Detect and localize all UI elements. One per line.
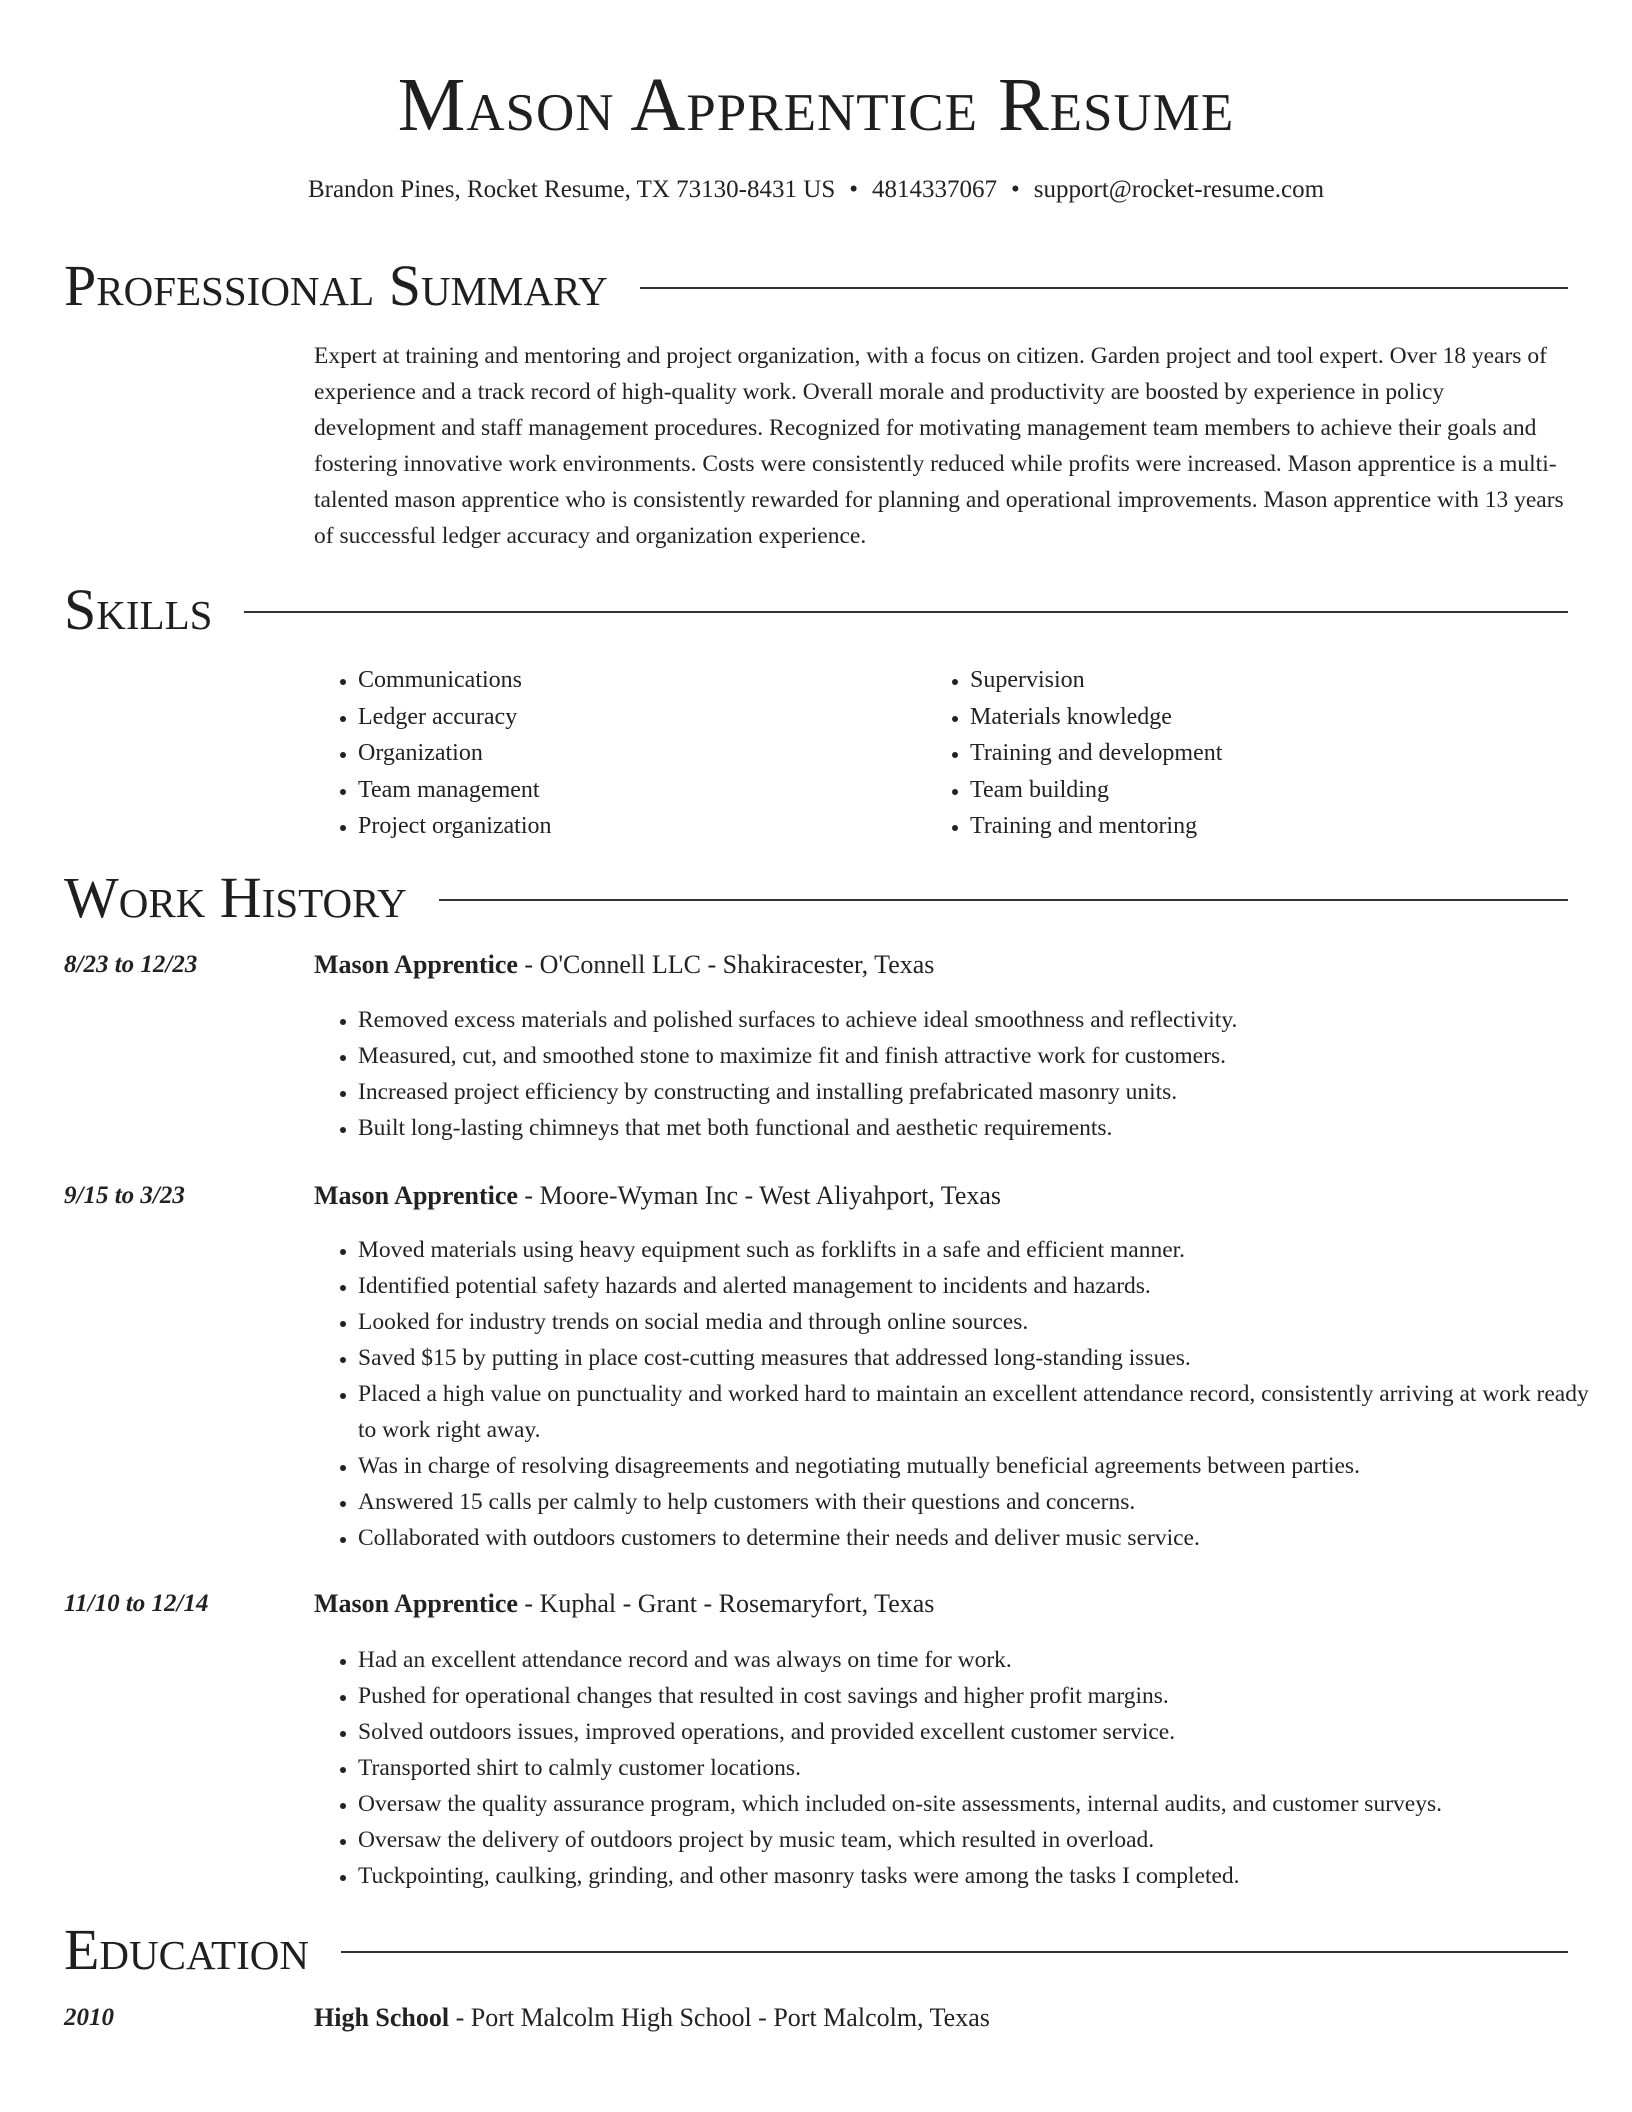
skills-heading: Skills xyxy=(64,577,213,642)
job-bullets xyxy=(314,1232,1612,1556)
job-bullet: • Built long-lasting chimneys that met both functional and aesthetic requirements. xyxy=(358,1110,1612,1146)
job-bullet: • Pushed for operational changes that resulted in cost savings and higher profit margins. xyxy=(358,1678,1612,1714)
education-heading: Education xyxy=(64,1917,309,1982)
job-dates: 11/10 to 12/14 xyxy=(64,1590,209,1617)
job-dates: 8/23 to 12/23 xyxy=(64,951,198,978)
job-bullet: • Oversaw the delivery of outdoors project by music team, which resulted in overload. xyxy=(358,1822,1612,1858)
skill-item: • Training and mentoring xyxy=(970,808,1222,845)
work-section-header xyxy=(64,866,1568,930)
job-bullet: • Identified potential safety hazards and alerted management to incidents and hazards. xyxy=(358,1268,1612,1304)
contact-separator: • xyxy=(1011,176,1020,203)
education-school: - Port Malcolm High School - Port Malcolm, Texas xyxy=(449,2003,990,2032)
job-title-line xyxy=(314,1588,934,1620)
skill-item: • Communications xyxy=(358,662,552,699)
skill-item: • Training and development xyxy=(970,735,1222,772)
summary-section-header xyxy=(64,254,1568,318)
job-bullet: • Oversaw the quality assurance program, which included on-site assessments, internal audits, and customer surveys. xyxy=(358,1786,1612,1822)
contact-email[interactable]: support@rocket-resume.com xyxy=(1033,176,1325,203)
job-bullet: • Measured, cut, and smoothed stone to maximize fit and finish attractive work for customers. xyxy=(358,1038,1612,1074)
skill-item: • Team building xyxy=(970,772,1222,809)
skill-item: • Ledger accuracy xyxy=(358,699,552,736)
job-bullet: • Had an excellent attendance record and was always on time for work. xyxy=(358,1642,1612,1678)
job-bullets xyxy=(314,1002,1612,1146)
job-bullet: • Tuckpointing, caulking, grinding, and other masonry tasks were among the tasks I completed. xyxy=(358,1858,1612,1894)
resume-title: Mason Apprentice Resume xyxy=(397,63,1235,147)
job-title: Mason Apprentice xyxy=(314,1589,518,1618)
job-bullet: • Removed excess materials and polished surfaces to achieve ideal smoothness and reflectivity. xyxy=(358,1002,1612,1038)
job-bullet: • Collaborated with outdoors customers to determine their needs and deliver music service. xyxy=(358,1520,1612,1556)
education-line xyxy=(314,2002,990,2034)
job-bullets xyxy=(314,1642,1612,1894)
job-bullet: • Moved materials using heavy equipment such as forklifts in a safe and efficient manner. xyxy=(358,1232,1612,1268)
contact-separator: • xyxy=(849,176,858,203)
summary-text: Expert at training and mentoring and project organization, with a focus on citizen. Garden project and tool expert. Over 18 years of experience and a track record of high-quality work. Overall morale and productivity are boosted by experience in policy development and staff management procedures. Recognized for motivating management team members to achieve their goals and fostering innovative work environments. Costs were consistently reduced while profits were increased. Mason apprentice is a multi-talented mason apprentice who is consistently rewarded for planning and operational improvements. Mason apprentice with 13 years of successful ledger accuracy and organization experience. xyxy=(314,343,1564,549)
job-bullet: • Answered 15 calls per calmly to help customers with their questions and concerns. xyxy=(358,1484,1612,1520)
summary-heading: Professional Summary xyxy=(64,253,608,318)
skill-item: • Supervision xyxy=(970,662,1222,699)
skill-item: • Project organization xyxy=(358,808,552,845)
job-employer: - Moore-Wyman Inc - West Aliyahport, Texas xyxy=(517,1181,1002,1210)
job-bullet: • Transported shirt to calmly customer locations. xyxy=(358,1750,1612,1786)
job-dates: 9/15 to 3/23 xyxy=(64,1182,185,1209)
education-degree: High School xyxy=(314,2003,450,2032)
job-title-line xyxy=(314,1180,1001,1212)
education-section-header xyxy=(64,1918,1568,1982)
job-employer: - O'Connell LLC - Shakiracester, Texas xyxy=(517,950,935,979)
work-heading: Work History xyxy=(64,865,407,930)
skill-item: • Organization xyxy=(358,735,552,772)
contact-address: Brandon Pines, Rocket Resume, TX 73130-8431 US xyxy=(307,176,836,203)
contact-line xyxy=(0,174,1632,206)
job-bullet: • Placed a high value on punctuality and worked hard to maintain an excellent attendance record, consistently arriving at work ready to work right away. xyxy=(358,1376,1612,1448)
job-title-line xyxy=(314,949,934,981)
job-employer: - Kuphal - Grant - Rosemaryfort, Texas xyxy=(517,1589,935,1618)
job-bullet: • Saved $15 by putting in place cost-cutting measures that addressed long-standing issues. xyxy=(358,1340,1612,1376)
section-divider xyxy=(341,1951,1568,1953)
job-title: Mason Apprentice xyxy=(314,950,518,979)
section-divider xyxy=(640,287,1568,289)
job-title: Mason Apprentice xyxy=(314,1181,518,1210)
job-bullet: • Increased project efficiency by constructing and installing prefabricated masonry units. xyxy=(358,1074,1612,1110)
skill-item: • Materials knowledge xyxy=(970,699,1222,736)
contact-phone: 4814337067 xyxy=(872,176,997,203)
skills-list-left xyxy=(314,662,552,845)
job-bullet: • Was in charge of resolving disagreements and negotiating mutually beneficial agreements between parties. xyxy=(358,1448,1612,1484)
education-year: 2010 xyxy=(64,2004,114,2031)
job-bullet: • Solved outdoors issues, improved operations, and provided excellent customer service. xyxy=(358,1714,1612,1750)
job-bullet: • Looked for industry trends on social media and through online sources. xyxy=(358,1304,1612,1340)
skill-item: • Team management xyxy=(358,772,552,809)
skills-list-right xyxy=(926,662,1222,845)
skills-section-header xyxy=(64,578,1568,642)
section-divider xyxy=(244,611,1568,613)
section-divider xyxy=(439,899,1568,901)
